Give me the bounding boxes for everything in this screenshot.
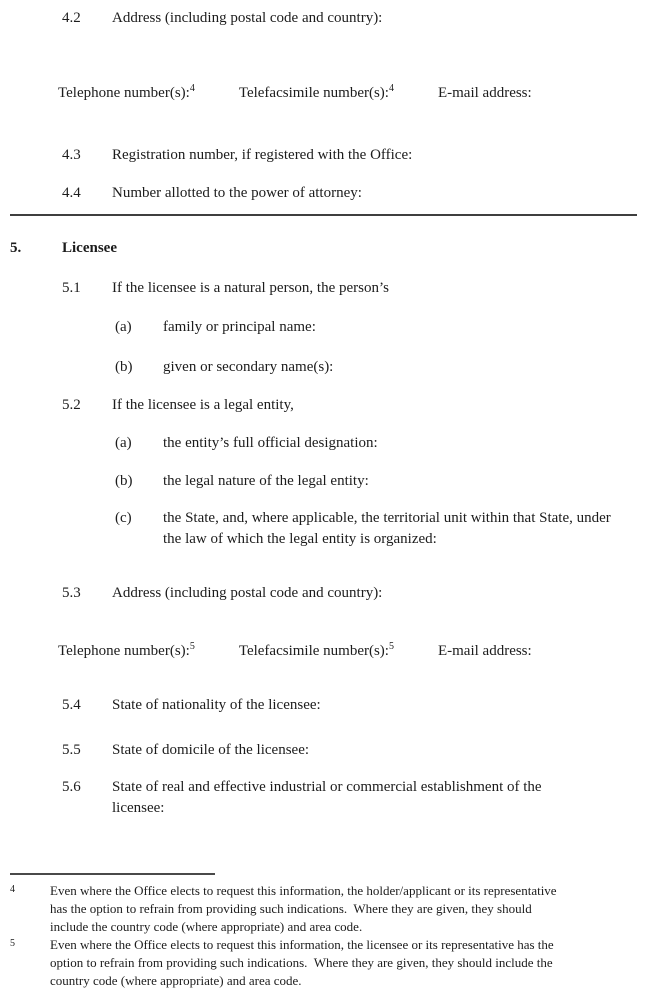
- contact-row-section-4: [10, 83, 637, 104]
- email-label-4: E-mail address:: [437, 85, 532, 101]
- footnote-5-text: Even where the Office elects to request this information, the licensee or its representative has the option to refrain from providing such indications. Where they are given, they should include the country code (where appropriate) and area code.: [50, 937, 557, 988]
- telephone-label-5: [58, 641, 195, 662]
- item-5-3-number: 5.3: [62, 585, 81, 601]
- sub-item-5-2-c: [10, 508, 637, 550]
- section-5-title: Licensee: [62, 240, 117, 256]
- item-4-4-number: 4.4: [62, 185, 81, 201]
- item-5-5-label: State of domicile of the licensee:: [112, 742, 310, 758]
- footnote-4: [10, 882, 637, 936]
- item-5-2-number: 5.2: [62, 397, 81, 413]
- footnote-5: [10, 936, 637, 990]
- sub-item-5-2-c-label: the State, and, where applicable, the territorial unit within that State, under the law of which the legal entity is organized:: [163, 510, 611, 547]
- sub-item-5-1-a: [10, 317, 637, 338]
- item-5-5-number: 5.5: [62, 742, 81, 758]
- sub-item-5-2-a-letter: (a): [115, 435, 132, 451]
- fax-label-5: [239, 641, 394, 662]
- item-5-6: [10, 777, 637, 819]
- footnotes-block: [10, 882, 637, 990]
- item-4-3: [10, 145, 637, 166]
- footnote-4-number: 4: [10, 884, 15, 895]
- item-4-2: [10, 8, 637, 29]
- footnote-separator: [10, 873, 215, 875]
- item-4-2-label: Address (including postal code and country):: [112, 10, 383, 26]
- sub-item-5-2-b: [10, 471, 637, 492]
- item-4-3-label: Registration number, if registered with the Office:: [112, 147, 413, 163]
- sub-item-5-2-b-label: the legal nature of the legal entity:: [163, 473, 369, 489]
- item-5-3-label: Address (including postal code and country):: [112, 585, 383, 601]
- sub-item-5-2-b-letter: (b): [115, 473, 133, 489]
- item-5-6-number: 5.6: [62, 779, 81, 795]
- section-5-heading: [10, 238, 637, 259]
- item-5-6-label: State of real and effective industrial or commercial establishment of the licensee:: [112, 779, 542, 816]
- item-5-2: [10, 395, 637, 416]
- item-5-1-label: If the licensee is a natural person, the person’s: [112, 280, 389, 296]
- telephone-footnote-ref-5: 5: [189, 641, 195, 652]
- item-5-4-number: 5.4: [62, 697, 81, 713]
- item-4-4-label: Number allotted to the power of attorney:: [112, 185, 362, 201]
- email-label-5: E-mail address:: [437, 643, 532, 659]
- sub-item-5-1-a-letter: (a): [115, 319, 132, 335]
- sub-item-5-1-a-label: family or principal name:: [163, 319, 316, 335]
- contact-row-section-5: [10, 641, 637, 662]
- item-4-3-number: 4.3: [62, 147, 81, 163]
- item-4-4: [10, 183, 637, 204]
- fax-footnote-ref-4: 4: [388, 83, 394, 94]
- fax-label-4: [239, 83, 394, 104]
- sub-item-5-2-a: [10, 433, 637, 454]
- telephone-label-4: [58, 83, 195, 104]
- sub-item-5-2-c-letter: (c): [115, 510, 132, 526]
- footnote-5-number: 5: [10, 938, 15, 949]
- item-5-5: [10, 740, 637, 761]
- sub-item-5-2-a-label: the entity’s full official designation:: [163, 435, 378, 451]
- item-5-1-number: 5.1: [62, 280, 81, 296]
- section-5-number: 5.: [10, 240, 22, 256]
- telephone-label-5-text: Telephone number(s):: [58, 643, 190, 659]
- sub-item-5-1-b: [10, 357, 637, 378]
- fax-label-5-text: Telefacsimile number(s):: [238, 643, 389, 659]
- sub-item-5-1-b-letter: (b): [115, 359, 133, 375]
- section-divider: [10, 214, 637, 216]
- fax-footnote-ref-5: 5: [388, 641, 394, 652]
- footnote-4-text: Even where the Office elects to request this information, the holder/applicant or its representative has the option to refrain from providing such indications. Where they are given, they should include the country code (where appropriate) and area code.: [50, 883, 560, 934]
- item-4-2-number: 4.2: [62, 10, 81, 26]
- item-5-2-label: If the licensee is a legal entity,: [112, 397, 294, 413]
- item-5-4-label: State of nationality of the licensee:: [112, 697, 321, 713]
- page-content: [0, 8, 645, 990]
- telephone-footnote-ref-4: 4: [189, 83, 195, 94]
- item-5-1: [10, 278, 637, 299]
- telephone-label-4-text: Telephone number(s):: [58, 85, 190, 101]
- item-5-4: [10, 695, 637, 716]
- fax-label-4-text: Telefacsimile number(s):: [238, 85, 389, 101]
- item-5-3: [10, 583, 637, 604]
- sub-item-5-1-b-label: given or secondary name(s):: [163, 359, 334, 375]
